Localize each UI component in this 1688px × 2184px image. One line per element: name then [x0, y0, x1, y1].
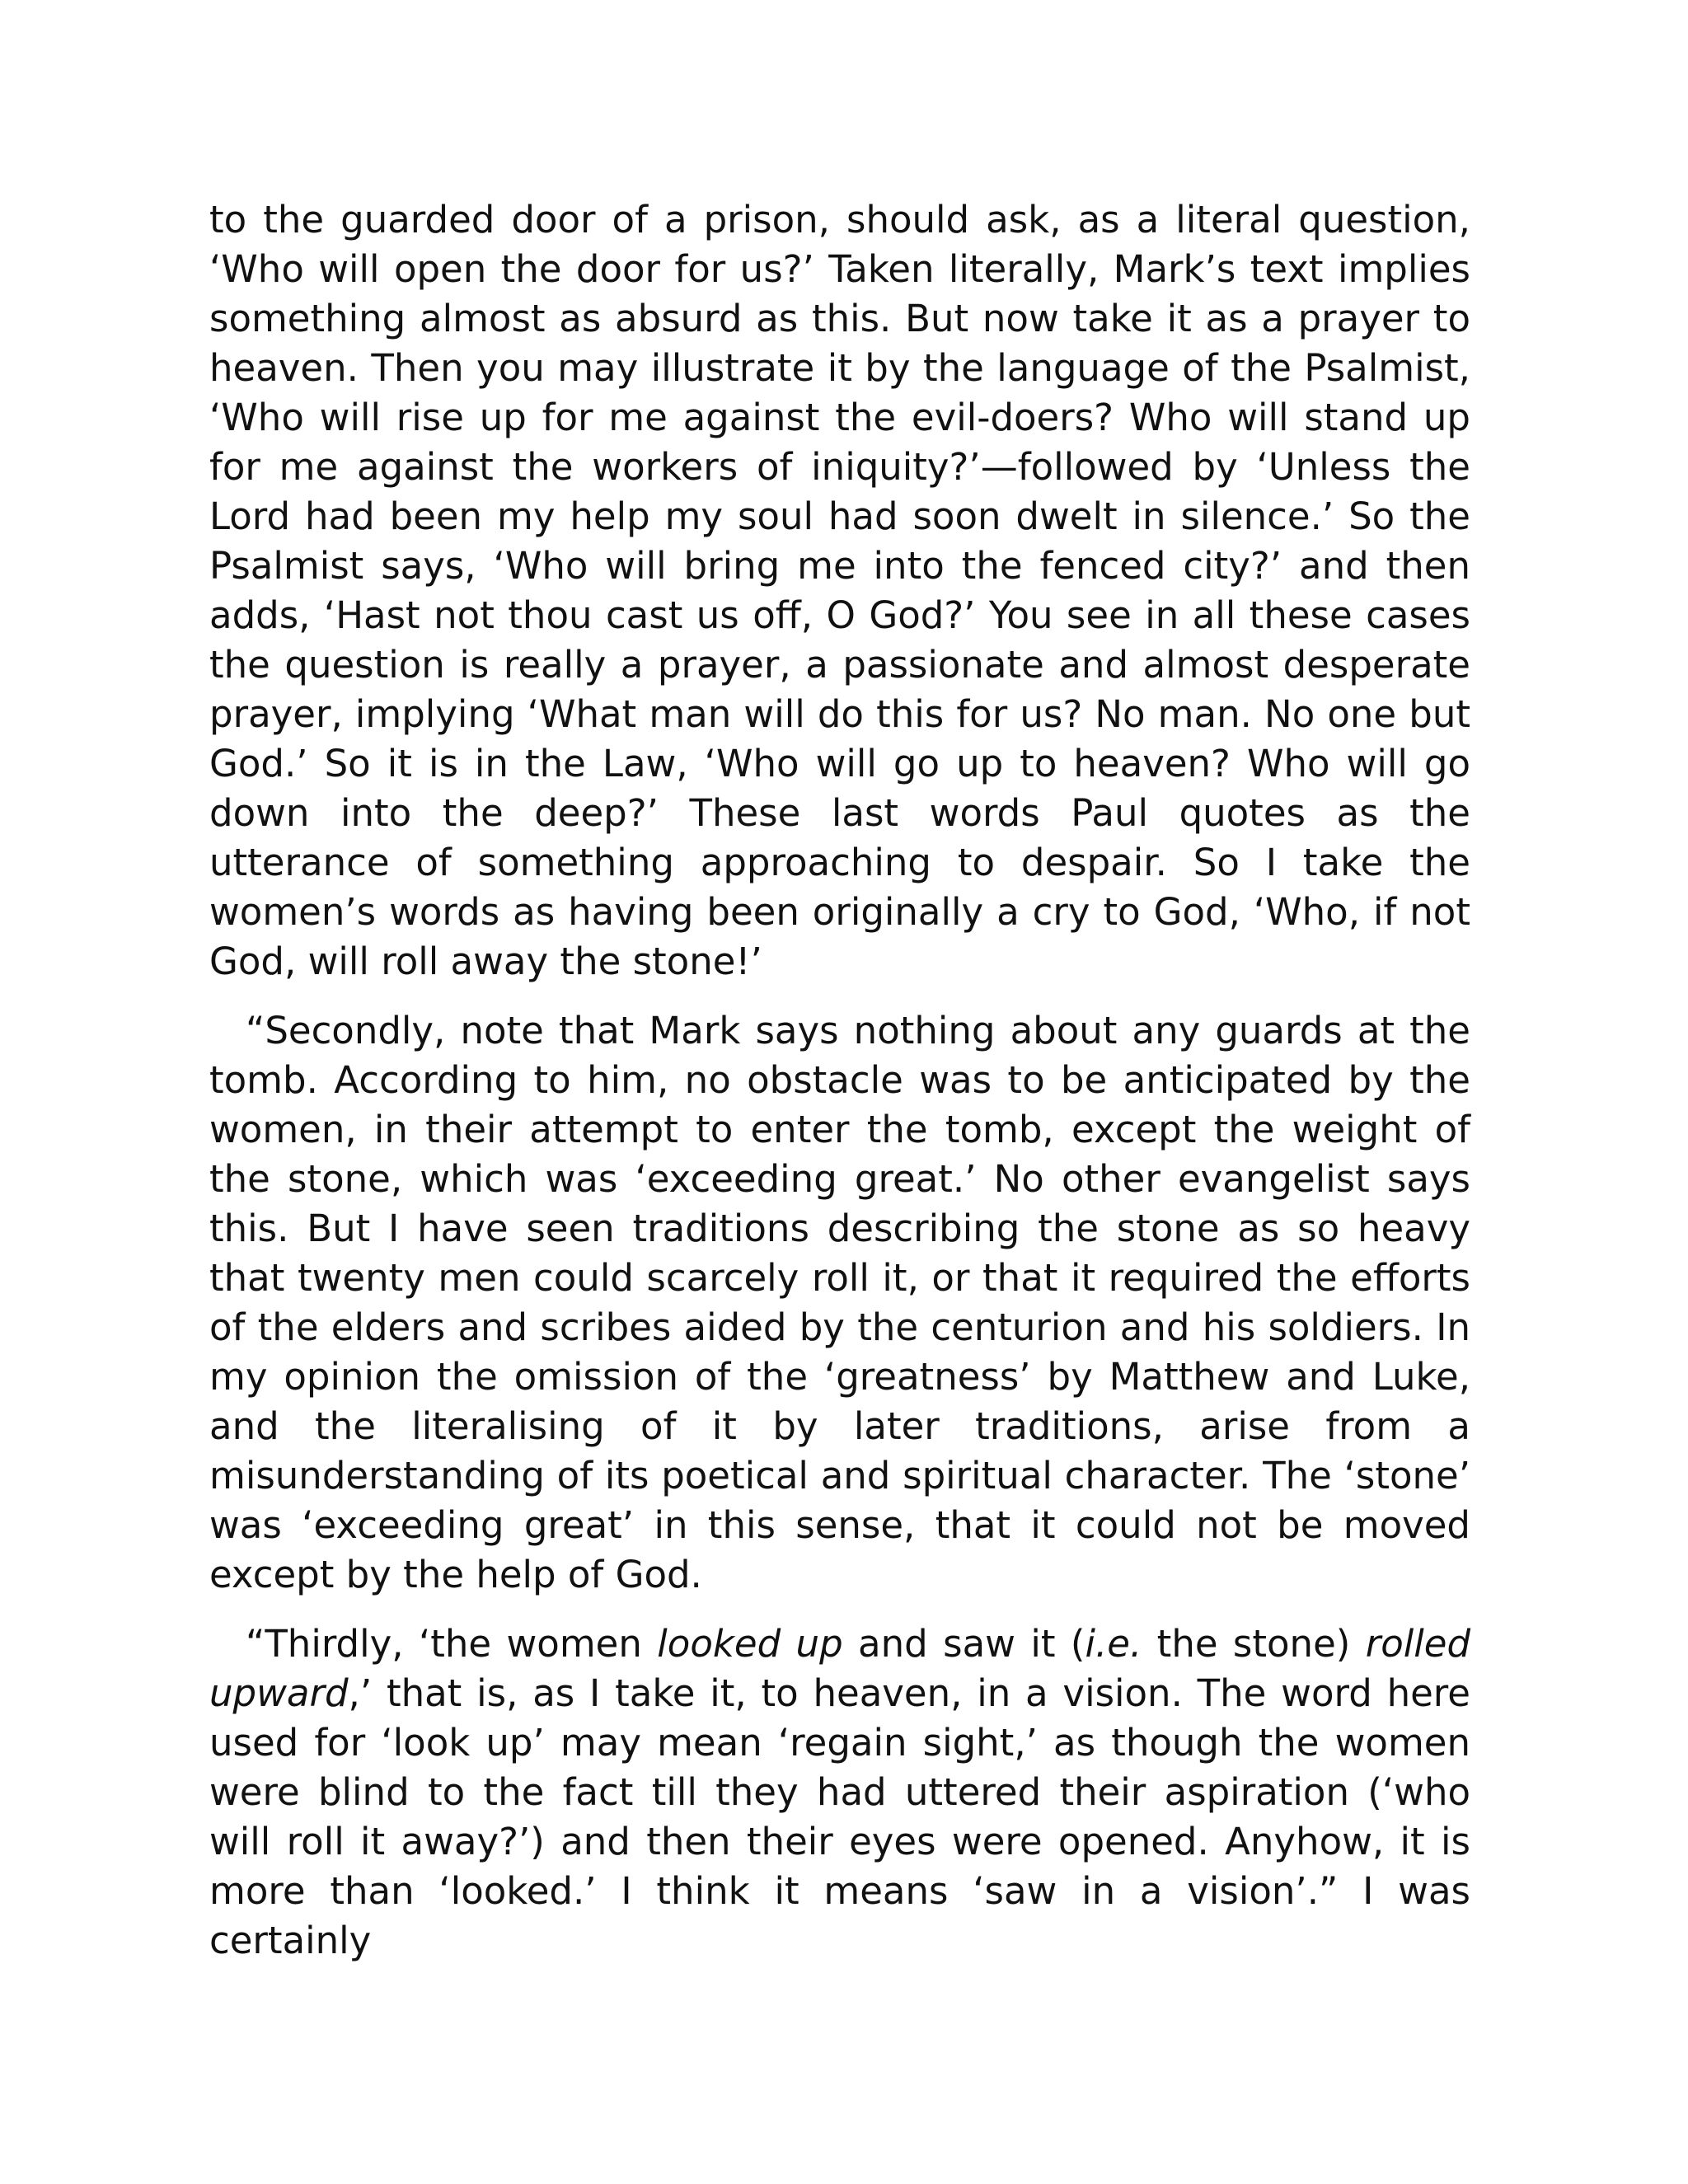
paragraph-3-text: the stone) — [1142, 1622, 1366, 1666]
paragraph-3-italic-ie: i.e. — [1085, 1622, 1142, 1666]
paragraph-3-text: “Thirdly, ‘the women — [246, 1622, 658, 1666]
paragraph-1 — [209, 195, 1470, 987]
paragraph-3-italic-looked-up: looked up — [657, 1622, 843, 1666]
document-page — [209, 195, 1470, 1985]
paragraph-3-italic-rolled-upward: rolled upward — [209, 1622, 1471, 1715]
paragraph-3 — [209, 1619, 1470, 1966]
paragraph-2 — [209, 1006, 1470, 1600]
paragraph-3-text: and saw it ( — [842, 1622, 1085, 1666]
paragraph-3-text: ,’ that is, as I take it, to heaven, in a vision. The word here used for ‘look up’ may mean ‘regain sight,’ as though the women were blind to the fact till they had uttered their aspiration (‘who will roll it away?’) and then their eyes were opened. Anyhow, it is more than ‘looked.’ I think it means ‘saw in a vision’.” I was certainly — [209, 1671, 1470, 1962]
paragraph-2-text: “Secondly, note that Mark says nothing about any guards at the tomb. According to him, no obstacle was to be anticipated by the women, in their attempt to enter the tomb, except the weight of the stone, which was ‘exceeding great.’ No other evangelist says this. But I have seen traditions describing the stone as so heavy that twenty men could scarcely roll it, or that it required the efforts of the elders and scribes aided by the centurion and his soldiers. In my opinion the omission of the ‘greatness’ by Matthew and Luke, and the literalising of it by later traditions, arise from a misunderstanding of its poetical and spiritual character. The ‘stone’ was ‘exceeding great’ in this sense, that it could not be moved except by the help of God. — [209, 1009, 1470, 1596]
paragraph-1-text: to the guarded door of a prison, should ask, as a literal question, ‘Who will open the door for us?’ Taken literally, Mark’s text implies something almost as absurd as this. But now take it as a prayer to heaven. Then you may illustrate it by the language of the Psalmist, ‘Who will rise up for me against the evil-doers? Who will stand up for me against the workers of iniquity?’—followed by ‘Unless the Lord had been my help my soul had soon dwelt in silence.’ So the Psalmist says, ‘Who will bring me into the fenced city?’ and then adds, ‘Hast not thou cast us off, O God?’ You see in all these cases the question is really a prayer, a passionate and almost desperate prayer, implying ‘What man will do this for us? No man. No one but God.’ So it is in the Law, ‘Who will go up to heaven? Who will go down into the deep?’ These last words Paul quotes as the utterance of something approaching to despair. So I take the women’s words as having been originally a cry to God, ‘Who, if not God, will roll away the stone!’ — [209, 198, 1470, 983]
